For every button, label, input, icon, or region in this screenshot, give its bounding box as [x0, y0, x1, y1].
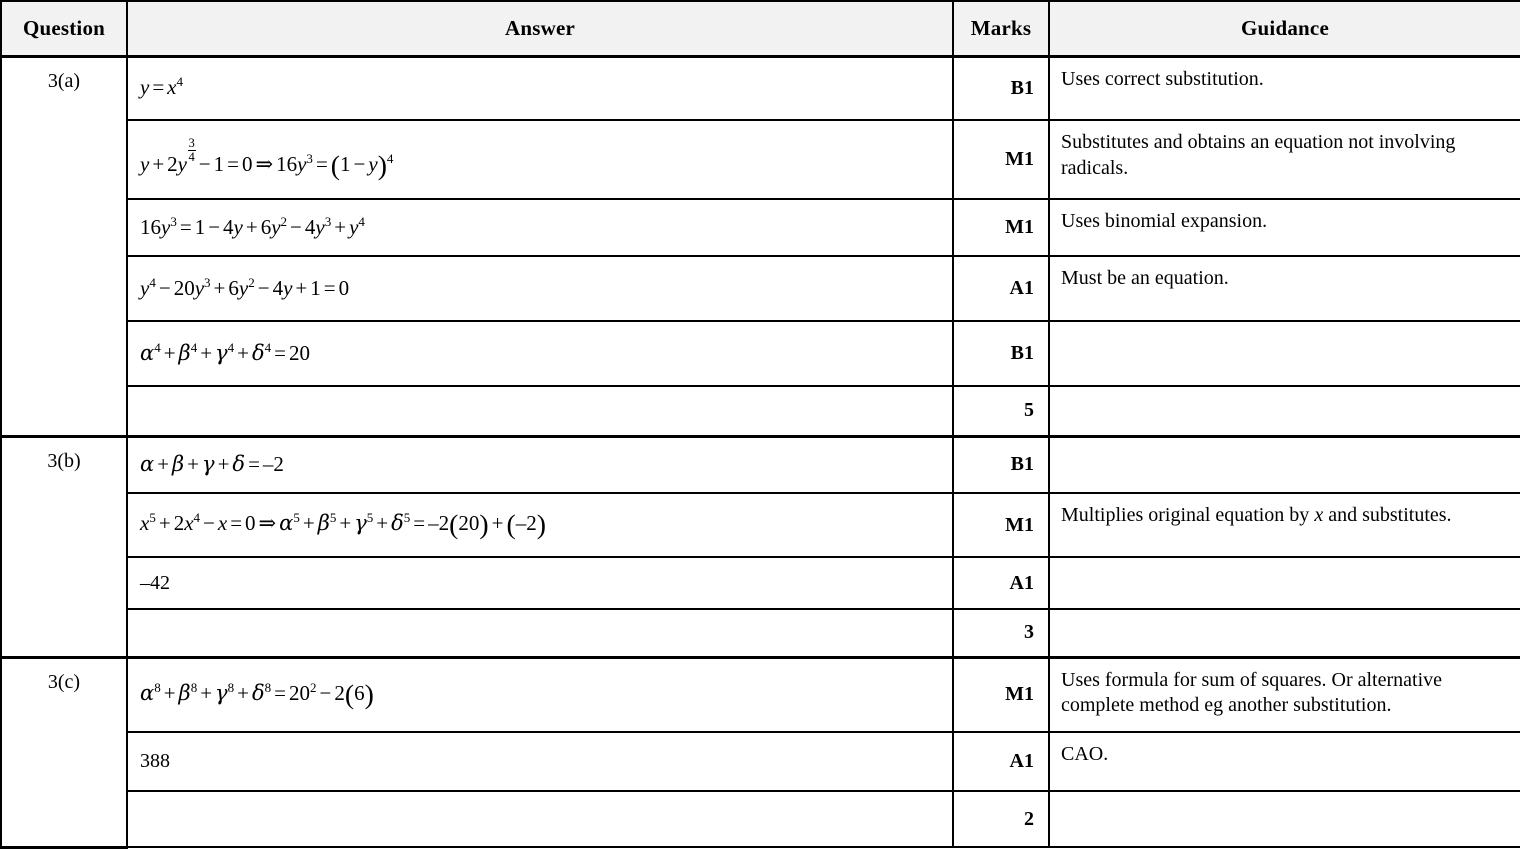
table-row [1, 120, 1520, 199]
guidance-variable: x [1314, 504, 1324, 526]
marks-cell: B1 [953, 321, 1049, 386]
guidance-cell: Must be an equation. [1049, 256, 1520, 321]
guidance-cell: CAO. [1049, 732, 1520, 791]
table-header [1, 1, 1520, 56]
header-row [1, 1, 1520, 56]
marks-cell: B1 [953, 436, 1049, 493]
guidance-cell [1049, 436, 1520, 493]
marks-cell: M1 [953, 657, 1049, 732]
answer-cell [127, 199, 953, 256]
question-label-3c: 3(c) [1, 657, 127, 847]
answer-cell [127, 493, 953, 557]
answer-cell [127, 436, 953, 493]
marks-cell: M1 [953, 493, 1049, 557]
column-header-guidance: Guidance [1049, 1, 1520, 56]
guidance-cell [1049, 609, 1520, 657]
marks-total-cell: 2 [953, 791, 1049, 847]
column-header-marks: Marks [953, 1, 1049, 56]
marks-total-cell: 3 [953, 609, 1049, 657]
table-row-total [1, 386, 1520, 436]
table-body [1, 56, 1520, 847]
answer-cell [127, 56, 953, 120]
guidance-cell [1049, 791, 1520, 847]
guidance-cell: Substitutes and obtains an equation not involving radicals. [1049, 120, 1520, 199]
marks-cell: A1 [953, 557, 1049, 609]
guidance-cell [1049, 557, 1520, 609]
math-expression: α + β + γ + δ = –2 [140, 451, 284, 476]
answer-cell [127, 657, 953, 732]
table-row [1, 732, 1520, 791]
marks-total-cell: 5 [953, 386, 1049, 436]
math-expression: $\alpha^8 + \beta^8 + \gamma^8 + \delta^8 = 20^2 - 2(6)$ [140, 678, 374, 710]
table-row [1, 256, 1520, 321]
table-row-total [1, 791, 1520, 847]
guidance-text-segment: Multiplies original equation by [1061, 504, 1315, 526]
column-header-answer: Answer [127, 1, 953, 56]
table-row [1, 321, 1520, 386]
guidance-text [1061, 504, 1452, 526]
table-row [1, 56, 1520, 120]
math-expression: 388 [140, 750, 170, 772]
marks-cell: A1 [953, 256, 1049, 321]
math-expression: $\alpha^4 + \beta^4 + \gamma^4 + \delta^4 = 20$ [140, 339, 310, 365]
question-label-3b: 3(b) [1, 436, 127, 657]
answer-cell [127, 120, 953, 199]
guidance-cell: Uses correct substitution. [1049, 56, 1520, 120]
marks-cell: M1 [953, 199, 1049, 256]
answer-cell [127, 557, 953, 609]
answer-cell [127, 256, 953, 321]
guidance-text-segment: and substitutes. [1323, 504, 1452, 526]
guidance-cell: Uses binomial expansion. [1049, 199, 1520, 256]
guidance-cell [1049, 493, 1520, 557]
math-expression: $16y^3 = 1 - 4y + 6y^2 - 4y^3 + y^4$ [140, 213, 365, 239]
math-expression: $y = x^4$ [140, 74, 184, 100]
guidance-cell [1049, 386, 1520, 436]
table-row [1, 436, 1520, 493]
marks-cell: A1 [953, 732, 1049, 791]
guidance-cell: Uses formula for sum of squares. Or alternative complete method eg another substitution. [1049, 657, 1520, 732]
table-row [1, 493, 1520, 557]
marks-cell: M1 [953, 120, 1049, 199]
table-row [1, 657, 1520, 732]
question-label-3a: 3(a) [1, 56, 127, 436]
column-header-question: Question [1, 1, 127, 56]
answer-cell [127, 732, 953, 791]
math-expression: –42 [140, 571, 170, 594]
math-expression: $x^5 + 2x^4 - x = 0$ ⇒ $\alpha^5 + \beta^5 + \gamma^5 + \delta^5 = -2(20) + (-2)$ [140, 508, 546, 540]
answer-cell [127, 791, 953, 847]
math-expression: $y^4 - 20y^3 + 6y^2 - 4y + 1 = 0$ [140, 274, 350, 300]
answer-cell [127, 321, 953, 386]
table-row-total [1, 609, 1520, 657]
marks-cell: B1 [953, 56, 1049, 120]
math-expression: y + 2y $\frac{3}{4}$ − 1 = 0 ⇒ $16y^3 = (1 - y)^4$ [140, 135, 394, 181]
answer-cell [127, 386, 953, 436]
guidance-cell [1049, 321, 1520, 386]
table-row [1, 199, 1520, 256]
answer-cell [127, 609, 953, 657]
table-row [1, 557, 1520, 609]
